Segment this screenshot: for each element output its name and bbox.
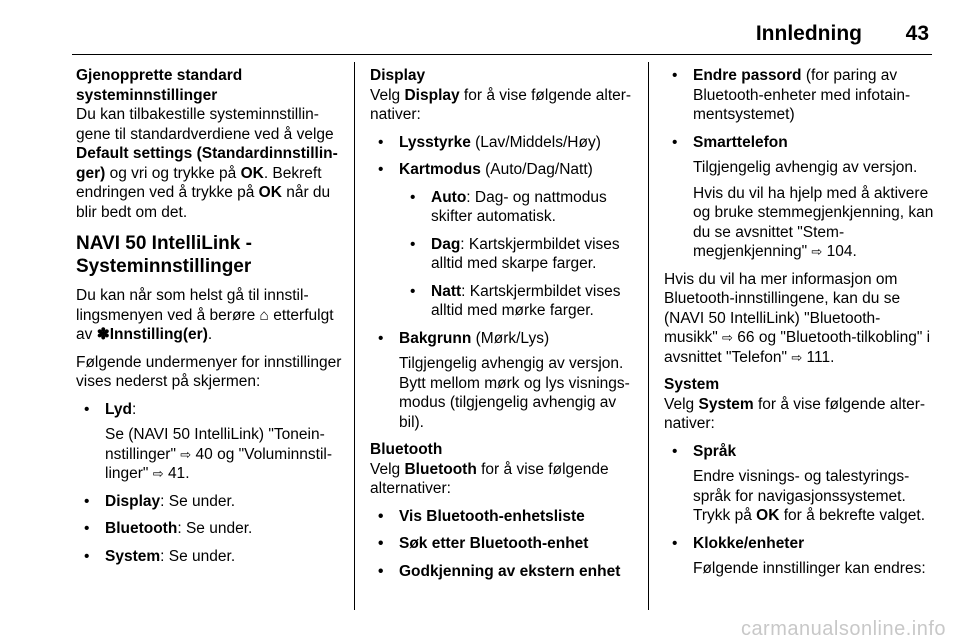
column-divider bbox=[648, 62, 649, 610]
klokke-detail: Følgende innstillinger kan endres: bbox=[693, 560, 926, 577]
bluetooth-heading: Bluetooth bbox=[370, 441, 443, 458]
column-3 bbox=[664, 66, 934, 579]
bluetooth-info-paragraph: Hvis du vil ha mer informasjon om Bluetooth-innstillingene, kan du se (NAVI 50 IntelliLink) "Bluetooth-musikk" ⇨ 66 og "Bluetooth-tilkobling" i avsnittet "Telefon" ⇨ 111. bbox=[664, 270, 931, 366]
ref-arrow-icon: ⇨ bbox=[152, 466, 164, 481]
option-sprak: • Språk Endre visnings- og talestyringsspråk for navigasjonssystemet. Trykk på OK for å bekrefte valget. bbox=[664, 442, 934, 526]
smart-detail-2: Hvis du vil ha hjelp med å aktivere og bruke stemmegjenkjenning, kan du se avsnittet "Stemmegjenkjenning" ⇨ 104. bbox=[693, 184, 934, 260]
ref-arrow-icon: ⇨ bbox=[791, 349, 803, 365]
bluetooth-options bbox=[370, 507, 638, 582]
system-heading: System bbox=[664, 376, 720, 393]
ref-arrow-icon: ⇨ bbox=[722, 330, 733, 345]
system-intro: Velg System for å vise følgende alternativer: bbox=[664, 395, 926, 432]
smart-detail-1: Tilgjengelig avhengig av versjon. bbox=[693, 159, 918, 176]
restore-paragraph: Du kan tilbakestille systeminnstillingene til standardverdiene ved å velge Default settings (Standardinnstillinger) og vri og trykke på OK. Bekreft endringen ved å trykke på OK når du blir bedt om det. bbox=[76, 106, 338, 221]
option-sok-bt-enhet: • Søk etter Bluetooth-enhet bbox=[370, 534, 638, 554]
home-icon: ⌂ bbox=[259, 306, 269, 324]
option-vis-bt-enhetsliste: • Vis Bluetooth-enhetsliste bbox=[370, 507, 638, 527]
display-heading: Display bbox=[370, 67, 426, 84]
column-2 bbox=[370, 66, 638, 581]
ref-arrow-icon: ⇨ bbox=[811, 244, 823, 259]
option-natt: • Natt: Kartskjermbildet vises alltid med mørke farger. bbox=[370, 282, 638, 321]
kartmodus-suboptions bbox=[370, 188, 638, 321]
option-endre-passord: • Endre passord (for paring av Bluetooth-enheter med infotainmentsystemet) bbox=[664, 66, 934, 125]
option-klokke-enheter: • Klokke/enheter Følgende innstillinger kan endres: bbox=[664, 534, 934, 579]
submenu-paragraph: Følgende undermenyer for innstillinger vises nederst på skjermen: bbox=[76, 353, 342, 390]
page-header bbox=[0, 0, 960, 60]
column-1 bbox=[76, 66, 348, 566]
navi-paragraph: Du kan når som helst gå til innstillingsmenyen ved å berøre ⌂ etterfulgt av ✽Innstilling(er). bbox=[76, 287, 334, 343]
option-bakgrunn: • Bakgrunn (Mørk/Lys) Tilgjengelig avhengig av versjon. Bytt mellom mørk og lys visningsmodus (tilgjengelig avhengig av bil). bbox=[370, 329, 638, 433]
option-smarttelefon: • Smarttelefon Tilgjengelig avhengig av versjon. Hvis du vil ha hjelp med å aktivere og bruke stemmegjenkjenning, kan du se avsnittet "Stemmegjenkjenning" ⇨ 104. bbox=[664, 133, 934, 262]
option-lysstyrke: • Lysstyrke (Lav/Middels/Høy) bbox=[370, 133, 638, 153]
section-heading-navi50: NAVI 50 IntelliLink - Systeminnstillinger bbox=[76, 233, 252, 277]
header-rule bbox=[72, 54, 932, 55]
column-divider bbox=[354, 62, 355, 610]
sprak-detail: Endre visnings- og talestyringsspråk for navigasjonssystemet. Trykk på OK for å bekrefte valget. bbox=[693, 468, 926, 524]
lyd-detail: Se (NAVI 50 IntelliLink) "Toneinnstillinger" ⇨ 40 og "Voluminnstillinger" ⇨ 41. bbox=[105, 426, 333, 482]
list-item-bluetooth: • Bluetooth: Se under. bbox=[76, 519, 348, 539]
option-dag: • Dag: Kartskjermbildet vises alltid med skarpe farger. bbox=[370, 235, 638, 274]
page-number: 43 bbox=[905, 22, 929, 45]
system-options bbox=[664, 442, 934, 579]
display-options-2 bbox=[370, 329, 638, 433]
restore-heading: Gjenopprette standard systeminnstillinger bbox=[76, 67, 243, 104]
ref-arrow-icon: ⇨ bbox=[180, 446, 192, 462]
list-item-display: • Display: Se under. bbox=[76, 492, 348, 512]
list-item-lyd: • Lyd: Se (NAVI 50 IntelliLink) "Toneinnstillinger" ⇨ 40 og "Voluminnstillinger" ⇨ 41. bbox=[76, 400, 348, 484]
watermark: carmanualsonline.info bbox=[740, 617, 946, 640]
bakgrunn-detail: Tilgjengelig avhengig av versjon. Bytt mellom mørk og lys visningsmodus (tilgjengelig avhengig av bil). bbox=[399, 355, 630, 431]
bluetooth-options-cont bbox=[664, 66, 934, 262]
option-kartmodus: • Kartmodus (Auto/Dag/Natt) bbox=[370, 160, 638, 180]
gear-icon: ✽ bbox=[96, 326, 110, 343]
option-auto: • Auto: Dag- og nattmodus skifter automatisk. bbox=[370, 188, 638, 227]
option-godkjenning: • Godkjenning av ekstern enhet bbox=[370, 562, 638, 582]
display-intro: Velg Display for å vise følgende alternativer: bbox=[370, 86, 632, 123]
chapter-title: Innledning bbox=[755, 22, 862, 45]
submenu-list bbox=[76, 400, 348, 567]
list-item-system: • System: Se under. bbox=[76, 547, 348, 567]
bluetooth-intro: Velg Bluetooth for å vise følgende alternativer: bbox=[370, 460, 609, 497]
display-options bbox=[370, 133, 638, 180]
